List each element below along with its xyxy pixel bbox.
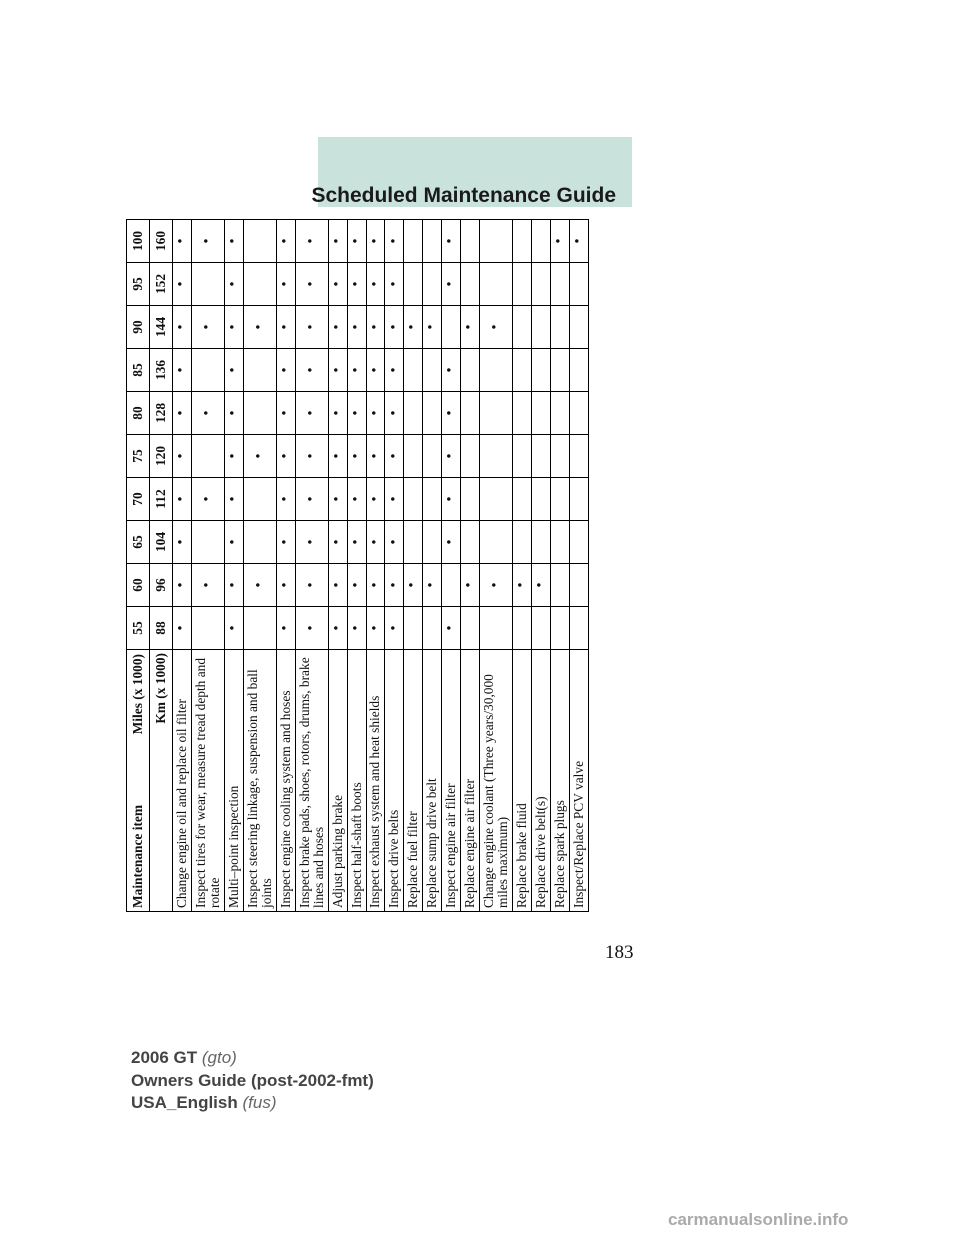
miles-value-cell: 95 xyxy=(127,263,150,306)
service-mark: • xyxy=(385,478,404,521)
table-row xyxy=(173,220,192,912)
service-mark xyxy=(461,478,480,521)
footer-line-1 xyxy=(131,1048,237,1068)
service-mark xyxy=(243,607,276,650)
table-row xyxy=(480,220,513,912)
service-mark: • xyxy=(191,220,224,263)
maintenance-item-label: Replace brake fluid xyxy=(513,650,532,912)
service-mark xyxy=(404,478,423,521)
service-mark: • xyxy=(276,392,295,435)
service-mark xyxy=(550,607,569,650)
miles-label: Miles (x 1000) xyxy=(129,654,145,735)
service-mark: • xyxy=(276,220,295,263)
service-mark xyxy=(513,478,532,521)
service-mark xyxy=(532,349,551,392)
service-mark: • xyxy=(385,263,404,306)
service-mark xyxy=(550,564,569,607)
service-mark: • xyxy=(224,263,243,306)
service-mark xyxy=(404,607,423,650)
service-mark xyxy=(461,263,480,306)
service-mark xyxy=(513,220,532,263)
maintenance-item-label: Inspect engine air filter xyxy=(442,650,461,912)
item-header: Maintenance item xyxy=(129,804,145,908)
service-mark: • xyxy=(461,564,480,607)
maintenance-item-label: Inspect half-shaft boots xyxy=(347,650,366,912)
service-mark: • xyxy=(442,521,461,564)
maintenance-item-label: Inspect engine cooling system and hoses xyxy=(276,650,295,912)
service-mark xyxy=(442,564,461,607)
km-header-row xyxy=(150,220,173,912)
service-mark: • xyxy=(328,349,347,392)
service-mark: • xyxy=(276,478,295,521)
service-mark: • xyxy=(442,263,461,306)
miles-value-cell: 90 xyxy=(127,306,150,349)
service-mark xyxy=(569,478,588,521)
service-mark: • xyxy=(347,564,366,607)
service-mark xyxy=(404,521,423,564)
service-mark xyxy=(423,220,442,263)
service-mark xyxy=(513,607,532,650)
maintenance-item-label: Inspect brake pads, shoes, rotors, drums, brake lines and hoses xyxy=(295,650,328,912)
service-mark: • xyxy=(366,263,385,306)
service-mark: • xyxy=(347,263,366,306)
service-mark xyxy=(243,392,276,435)
table-row xyxy=(191,220,224,912)
service-mark xyxy=(550,392,569,435)
table-row xyxy=(569,220,588,912)
service-mark xyxy=(532,306,551,349)
maintenance-item-label: Inspect steering linkage, suspension and ball joints xyxy=(243,650,276,912)
km-value-cell: 120 xyxy=(150,435,173,478)
service-mark: • xyxy=(243,564,276,607)
footer-vehicle: 2006 GT xyxy=(131,1048,198,1067)
service-mark: • xyxy=(513,564,532,607)
maintenance-item-label: Inspect drive belts xyxy=(385,650,404,912)
service-mark xyxy=(569,349,588,392)
footer-line-2 xyxy=(131,1071,374,1091)
service-mark: • xyxy=(191,564,224,607)
service-mark xyxy=(569,263,588,306)
service-mark xyxy=(461,435,480,478)
miles-value-cell: 60 xyxy=(127,564,150,607)
service-mark xyxy=(532,392,551,435)
service-mark xyxy=(423,263,442,306)
service-mark: • xyxy=(173,521,192,564)
service-mark: • xyxy=(295,521,328,564)
service-mark: • xyxy=(295,263,328,306)
service-mark: • xyxy=(328,220,347,263)
service-mark xyxy=(480,349,513,392)
footer-language-code: (fus) xyxy=(242,1093,277,1112)
service-mark xyxy=(569,564,588,607)
service-mark xyxy=(191,263,224,306)
service-mark xyxy=(461,349,480,392)
service-mark xyxy=(480,263,513,306)
maintenance-item-label: Multi–point inspection xyxy=(224,650,243,912)
service-mark: • xyxy=(295,306,328,349)
service-mark: • xyxy=(385,435,404,478)
service-mark xyxy=(569,306,588,349)
miles-value-cell: 75 xyxy=(127,435,150,478)
service-mark: • xyxy=(173,607,192,650)
service-mark: • xyxy=(191,392,224,435)
service-mark xyxy=(243,521,276,564)
table-row xyxy=(347,220,366,912)
service-mark: • xyxy=(173,263,192,306)
service-mark xyxy=(550,263,569,306)
km-value-cell: 144 xyxy=(150,306,173,349)
km-value-cell: 152 xyxy=(150,263,173,306)
table-row xyxy=(224,220,243,912)
service-mark: • xyxy=(328,306,347,349)
km-value-cell: 112 xyxy=(150,478,173,521)
service-mark xyxy=(513,306,532,349)
maintenance-item-label: Inspect/Replace PCV valve xyxy=(569,650,588,912)
service-mark xyxy=(423,478,442,521)
service-mark xyxy=(550,435,569,478)
service-mark xyxy=(513,435,532,478)
service-mark: • xyxy=(295,478,328,521)
service-mark: • xyxy=(295,220,328,263)
service-mark: • xyxy=(442,392,461,435)
service-mark: • xyxy=(224,521,243,564)
maintenance-item-label: Adjust parking brake xyxy=(328,650,347,912)
service-mark: • xyxy=(385,220,404,263)
service-mark: • xyxy=(366,607,385,650)
service-mark xyxy=(191,435,224,478)
service-mark: • xyxy=(366,521,385,564)
service-mark xyxy=(461,607,480,650)
maintenance-item-label: Change engine oil and replace oil filter xyxy=(173,650,192,912)
service-mark xyxy=(480,220,513,263)
service-mark: • xyxy=(366,220,385,263)
table-row xyxy=(385,220,404,912)
miles-value-cell: 65 xyxy=(127,521,150,564)
watermark: carmanualsonline.info xyxy=(668,1210,849,1229)
service-mark: • xyxy=(224,564,243,607)
service-mark: • xyxy=(173,435,192,478)
maintenance-item-label: Replace spark plugs xyxy=(550,650,569,912)
service-mark: • xyxy=(385,306,404,349)
table-row xyxy=(423,220,442,912)
service-mark xyxy=(532,607,551,650)
miles-value-cell: 70 xyxy=(127,478,150,521)
service-mark xyxy=(191,349,224,392)
service-mark: • xyxy=(385,564,404,607)
miles-value-cell: 80 xyxy=(127,392,150,435)
service-mark: • xyxy=(347,607,366,650)
service-mark: • xyxy=(173,349,192,392)
maintenance-item-label: Change engine coolant (Three years/30,000 miles maximum) xyxy=(480,650,513,912)
service-mark xyxy=(423,521,442,564)
service-mark xyxy=(480,521,513,564)
footer-guide: Owners Guide (post-2002-fmt) xyxy=(131,1071,374,1090)
service-mark: • xyxy=(295,392,328,435)
km-value-cell: 128 xyxy=(150,392,173,435)
footer-language: USA_English xyxy=(131,1093,238,1112)
service-mark: • xyxy=(224,349,243,392)
service-mark: • xyxy=(366,564,385,607)
service-mark xyxy=(513,392,532,435)
service-mark: • xyxy=(347,521,366,564)
service-mark: • xyxy=(173,392,192,435)
table-row xyxy=(243,220,276,912)
service-mark: • xyxy=(461,306,480,349)
service-mark: • xyxy=(423,306,442,349)
service-mark xyxy=(423,435,442,478)
table-row xyxy=(442,220,461,912)
service-mark: • xyxy=(532,564,551,607)
service-mark xyxy=(461,392,480,435)
service-mark: • xyxy=(295,607,328,650)
service-mark: • xyxy=(347,478,366,521)
service-mark: • xyxy=(224,220,243,263)
service-mark: • xyxy=(173,220,192,263)
service-mark: • xyxy=(224,435,243,478)
service-mark xyxy=(404,392,423,435)
service-mark: • xyxy=(442,478,461,521)
service-mark: • xyxy=(442,435,461,478)
service-mark: • xyxy=(328,478,347,521)
service-mark: • xyxy=(173,478,192,521)
service-mark: • xyxy=(276,521,295,564)
service-mark xyxy=(569,435,588,478)
km-value-cell: 96 xyxy=(150,564,173,607)
service-mark: • xyxy=(328,564,347,607)
miles-value-cell: 100 xyxy=(127,220,150,263)
service-mark: • xyxy=(295,349,328,392)
table-row xyxy=(513,220,532,912)
service-mark xyxy=(404,349,423,392)
service-mark xyxy=(243,263,276,306)
service-mark: • xyxy=(276,349,295,392)
service-mark xyxy=(513,263,532,306)
service-mark xyxy=(532,220,551,263)
page-number: 183 xyxy=(605,942,634,963)
maintenance-item-label: Inspect exhaust system and heat shields xyxy=(366,650,385,912)
service-mark: • xyxy=(328,392,347,435)
service-mark: • xyxy=(366,349,385,392)
service-mark: • xyxy=(442,349,461,392)
service-mark: • xyxy=(328,521,347,564)
service-mark: • xyxy=(366,435,385,478)
service-mark: • xyxy=(442,607,461,650)
service-mark: • xyxy=(328,607,347,650)
service-mark: • xyxy=(328,263,347,306)
service-mark: • xyxy=(191,478,224,521)
table-row xyxy=(461,220,480,912)
service-mark xyxy=(191,607,224,650)
service-mark: • xyxy=(276,306,295,349)
table-row xyxy=(366,220,385,912)
service-mark xyxy=(404,435,423,478)
service-mark xyxy=(480,478,513,521)
service-mark xyxy=(243,349,276,392)
service-mark: • xyxy=(224,478,243,521)
service-mark: • xyxy=(347,349,366,392)
service-mark: • xyxy=(366,392,385,435)
service-mark: • xyxy=(173,306,192,349)
table-row xyxy=(532,220,551,912)
service-mark: • xyxy=(224,306,243,349)
service-mark: • xyxy=(404,564,423,607)
service-mark: • xyxy=(243,306,276,349)
service-mark xyxy=(550,521,569,564)
table-row xyxy=(276,220,295,912)
service-mark xyxy=(423,392,442,435)
service-mark: • xyxy=(224,392,243,435)
service-mark xyxy=(480,607,513,650)
service-mark xyxy=(243,220,276,263)
service-mark xyxy=(423,607,442,650)
service-mark: • xyxy=(569,220,588,263)
service-mark: • xyxy=(404,306,423,349)
table-row xyxy=(550,220,569,912)
service-mark xyxy=(532,263,551,306)
service-mark xyxy=(550,349,569,392)
service-mark: • xyxy=(347,435,366,478)
service-mark: • xyxy=(191,306,224,349)
service-mark: • xyxy=(276,607,295,650)
miles-value-cell: 85 xyxy=(127,349,150,392)
km-label: Km (x 1000) xyxy=(150,650,173,912)
table-row xyxy=(404,220,423,912)
service-mark xyxy=(532,521,551,564)
footer-vehicle-code: (gto) xyxy=(201,1048,237,1067)
miles-header-row xyxy=(127,220,150,912)
km-value-cell: 104 xyxy=(150,521,173,564)
service-mark xyxy=(569,521,588,564)
service-mark xyxy=(461,220,480,263)
service-mark: • xyxy=(385,349,404,392)
miles-value-cell: 55 xyxy=(127,607,150,650)
service-mark xyxy=(569,392,588,435)
maintenance-item-label: Replace sump drive belt xyxy=(423,650,442,912)
service-mark: • xyxy=(173,564,192,607)
service-mark: • xyxy=(276,435,295,478)
service-mark xyxy=(532,478,551,521)
km-value-cell: 136 xyxy=(150,349,173,392)
service-mark: • xyxy=(276,564,295,607)
km-value-cell: 160 xyxy=(150,220,173,263)
service-mark xyxy=(480,392,513,435)
service-mark: • xyxy=(295,564,328,607)
service-mark: • xyxy=(550,220,569,263)
service-mark: • xyxy=(347,220,366,263)
service-mark: • xyxy=(243,435,276,478)
service-mark xyxy=(404,263,423,306)
miles-header-cell xyxy=(127,650,150,912)
service-mark xyxy=(442,306,461,349)
table-row xyxy=(295,220,328,912)
service-mark xyxy=(243,478,276,521)
service-mark xyxy=(513,521,532,564)
maintenance-item-label: Replace fuel filter xyxy=(404,650,423,912)
service-mark: • xyxy=(347,306,366,349)
service-mark xyxy=(480,435,513,478)
maintenance-item-label: Replace drive belt(s) xyxy=(532,650,551,912)
page-title: Scheduled Maintenance Guide xyxy=(311,184,616,207)
maintenance-item-label: Replace engine air filter xyxy=(461,650,480,912)
service-mark: • xyxy=(347,392,366,435)
service-mark: • xyxy=(366,478,385,521)
service-mark: • xyxy=(480,564,513,607)
maintenance-schedule-table xyxy=(126,219,589,912)
maintenance-table-frame xyxy=(126,220,589,912)
service-mark xyxy=(461,521,480,564)
service-mark xyxy=(532,435,551,478)
service-mark xyxy=(423,349,442,392)
service-mark: • xyxy=(385,607,404,650)
service-mark: • xyxy=(385,521,404,564)
service-mark xyxy=(569,607,588,650)
service-mark: • xyxy=(276,263,295,306)
maintenance-item-label: Inspect tires for wear, measure tread depth and rotate xyxy=(191,650,224,912)
table-row xyxy=(328,220,347,912)
service-mark xyxy=(404,220,423,263)
service-mark xyxy=(550,306,569,349)
service-mark: • xyxy=(423,564,442,607)
service-mark: • xyxy=(224,607,243,650)
service-mark: • xyxy=(295,435,328,478)
footer-line-3 xyxy=(131,1093,276,1113)
service-mark xyxy=(191,521,224,564)
service-mark: • xyxy=(385,392,404,435)
service-mark: • xyxy=(442,220,461,263)
service-mark: • xyxy=(328,435,347,478)
header-band xyxy=(311,137,632,207)
km-value-cell: 88 xyxy=(150,607,173,650)
service-mark: • xyxy=(366,306,385,349)
service-mark xyxy=(513,349,532,392)
service-mark: • xyxy=(480,306,513,349)
service-mark xyxy=(550,478,569,521)
